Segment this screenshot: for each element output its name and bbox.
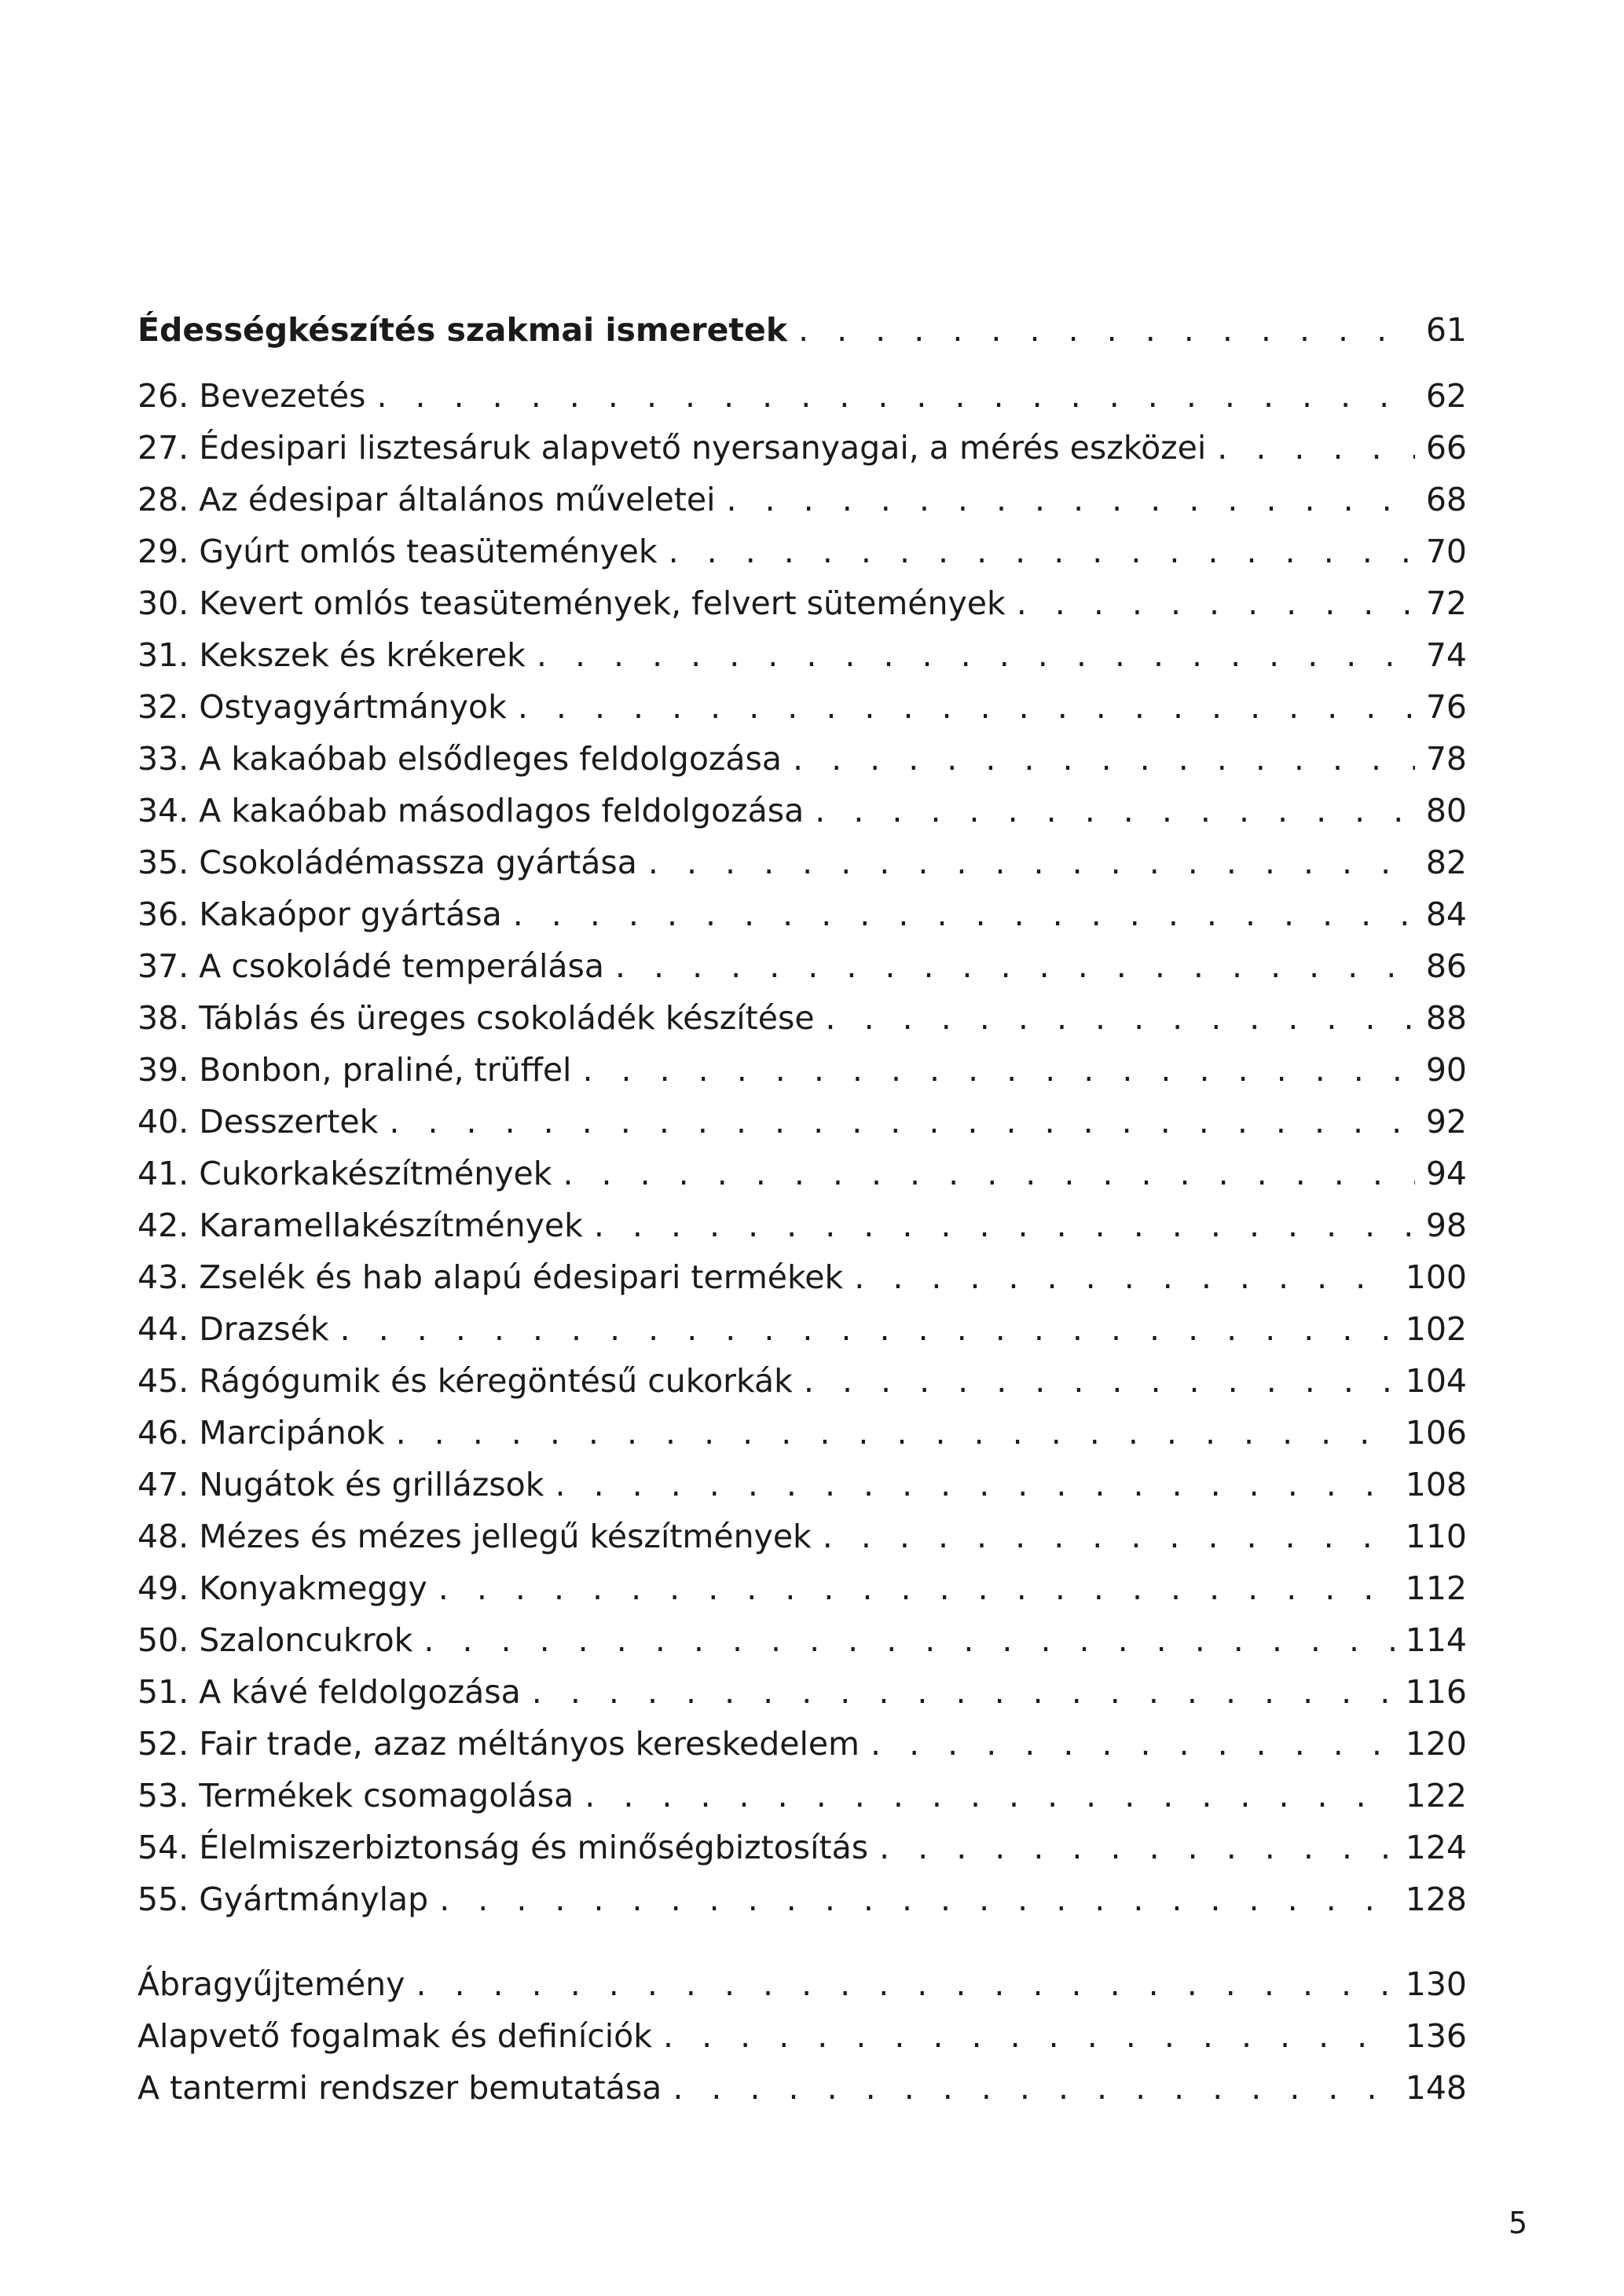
toc-entry-chapter [137, 1562, 1467, 1614]
toc-entry-page: 116 [1405, 1673, 1467, 1711]
toc-entry-title: 37. A csokoládé temperálása [137, 947, 604, 985]
toc-entry-title: 54. Élelmiszerbiztonság és minőségbiztosítás [137, 1829, 869, 1866]
toc-entry-page: 148 [1405, 2069, 1467, 2107]
toc-leader-dots [376, 370, 1414, 422]
toc-entry-page: 104 [1405, 1362, 1467, 1400]
toc-leader-dots [585, 1770, 1394, 1822]
toc-leader-dots [879, 1822, 1395, 1873]
toc-entry-title: A tantermi rendszer bemutatása [137, 2069, 662, 2107]
toc-entry-title: 26. Bevezetés [137, 377, 366, 415]
toc-entry-page: 68 [1425, 481, 1467, 518]
toc-entry-title: 50. Szaloncukrok [137, 1621, 413, 1659]
toc-entry-chapter [137, 1044, 1467, 1096]
toc-leader-dots [798, 304, 1415, 356]
toc-entry-page: 122 [1405, 1777, 1467, 1814]
toc-group-spacer [137, 1925, 1467, 1958]
toc-leader-dots [582, 1044, 1414, 1096]
toc-entry-title: 44. Drazsék [137, 1310, 329, 1348]
toc-entry-title: 28. Az édesipar általános műveletei [137, 481, 716, 518]
toc-leader-dots [663, 2010, 1395, 2062]
toc-leader-dots [438, 1562, 1395, 1614]
toc-entry-page: 112 [1405, 1569, 1467, 1607]
toc-entry-page: 74 [1425, 636, 1467, 674]
toc-entry-title: 55. Gyártmánylap [137, 1880, 429, 1918]
toc-entry-chapter [137, 1355, 1467, 1407]
toc-entry-chapter [137, 1822, 1467, 1873]
toc-entry-title: 41. Cukorkakészítmények [137, 1155, 552, 1192]
toc-entry-chapter [137, 577, 1467, 629]
toc-entry-title: 39. Bonbon, praliné, trüffel [137, 1051, 572, 1089]
toc-entry-chapter [137, 940, 1467, 992]
toc-entry-chapter [137, 1873, 1467, 1925]
toc-entry-page: 78 [1425, 740, 1467, 778]
toc-entry-page: 72 [1425, 584, 1467, 622]
toc-leader-dots [439, 1873, 1395, 1925]
toc-entry-chapter [137, 733, 1467, 785]
toc-leader-dots [594, 1199, 1415, 1251]
toc-entry-title: 51. A kávé feldolgozása [137, 1673, 521, 1711]
toc-leader-dots [804, 1355, 1395, 1407]
toc-entry-title: 43. Zselék és hab alapú édesipari termékek [137, 1258, 844, 1296]
toc-entry-title: 31. Kekszek és krékerek [137, 636, 526, 674]
toc-entry-title: 35. Csokoládémassza gyártása [137, 844, 637, 881]
toc-leader-dots [815, 785, 1415, 837]
toc-leader-dots [537, 629, 1415, 681]
toc-entry-chapter [137, 785, 1467, 837]
toc-entry-title: 32. Ostyagyártmányok [137, 688, 507, 726]
toc-entry-page: 108 [1405, 1466, 1467, 1503]
toc-entry-chapter [137, 1614, 1467, 1666]
toc-section-heading [137, 304, 1467, 356]
toc-entry-chapter [137, 1199, 1467, 1251]
toc-entry-page: 92 [1425, 1103, 1467, 1141]
toc-leader-dots [793, 733, 1415, 785]
toc-entry-appendix [137, 1958, 1467, 2010]
toc-entry-title: 29. Gyúrt omlós teasütemények [137, 533, 658, 570]
toc-entry-chapter [137, 370, 1467, 422]
toc-entry-page: 120 [1405, 1725, 1467, 1763]
toc-entry-page: 90 [1425, 1051, 1467, 1089]
toc-leader-dots [513, 888, 1415, 940]
toc-entry-chapter [137, 1148, 1467, 1199]
toc-entry-appendix [137, 2062, 1467, 2114]
toc-entry-page: 100 [1405, 1258, 1467, 1296]
toc-entry-page: 76 [1425, 688, 1467, 726]
toc-entry-title: 48. Mézes és mézes jellegű készítmények [137, 1518, 812, 1555]
toc-entry-page: 130 [1405, 1965, 1467, 2003]
toc-entry-title: 42. Karamellakészítmények [137, 1207, 583, 1244]
table-of-contents [137, 304, 1467, 2114]
toc-leader-dots [1017, 577, 1415, 629]
toc-entry-title: Alapvető fogalmak és definíciók [137, 2017, 652, 2055]
toc-entry-chapter [137, 1511, 1467, 1562]
toc-entry-chapter [137, 525, 1467, 577]
toc-entry-page: 136 [1405, 2017, 1467, 2055]
toc-entry-page: 88 [1425, 999, 1467, 1037]
toc-entry-title: 46. Marcipánok [137, 1414, 385, 1452]
toc-leader-dots [727, 474, 1415, 525]
toc-entry-page: 94 [1425, 1155, 1467, 1192]
toc-entry-title: 33. A kakaóbab elsődleges feldolgozása [137, 740, 783, 778]
toc-leader-dots [340, 1303, 1395, 1355]
toc-entry-title: 49. Konyakmeggy [137, 1569, 427, 1607]
toc-leader-dots [389, 1096, 1414, 1148]
toc-entry-page: 124 [1405, 1829, 1467, 1866]
toc-entry-chapter [137, 681, 1467, 733]
toc-entry-title: 36. Kakaópor gyártása [137, 895, 502, 933]
toc-entry-page: 128 [1405, 1880, 1467, 1918]
toc-leader-dots [1217, 422, 1415, 474]
toc-leader-dots [854, 1251, 1394, 1303]
toc-leader-dots [396, 1407, 1395, 1459]
toc-entry-title: 30. Kevert omlós teasütemények, felvert sütemények [137, 584, 1006, 622]
toc-entry-chapter [137, 422, 1467, 474]
toc-entry-title: 53. Termékek csomagolása [137, 1777, 574, 1814]
toc-entry-chapter [137, 1770, 1467, 1822]
toc-leader-dots [648, 837, 1415, 888]
toc-entry-title: 52. Fair trade, azaz méltányos kereskedelem [137, 1725, 860, 1763]
toc-entry-page: 102 [1405, 1310, 1467, 1348]
toc-entry-page: 82 [1425, 844, 1467, 881]
toc-entry-title: 38. Táblás és üreges csokoládék készítése [137, 999, 815, 1037]
toc-leader-dots [532, 1666, 1395, 1718]
toc-entry-chapter [137, 837, 1467, 888]
toc-entry-page: 86 [1425, 947, 1467, 985]
toc-entry-page: 110 [1405, 1518, 1467, 1555]
toc-entry-chapter [137, 1303, 1467, 1355]
toc-entry-title: 47. Nugátok és grillázsok [137, 1466, 544, 1503]
toc-leader-dots [871, 1718, 1395, 1770]
toc-entry-chapter [137, 1251, 1467, 1303]
toc-entry-page: 98 [1425, 1207, 1467, 1244]
toc-entry-appendix [137, 2010, 1467, 2062]
toc-chapter-list [137, 370, 1467, 1925]
toc-leader-dots [518, 681, 1415, 733]
toc-entry-title: 45. Rágógumik és kéregöntésű cukorkák [137, 1362, 793, 1400]
page-number: 5 [1509, 2206, 1528, 2240]
toc-entry-title: 40. Desszertek [137, 1103, 379, 1141]
toc-leader-dots [826, 992, 1415, 1044]
toc-entry-page: 84 [1425, 895, 1467, 933]
toc-entry-chapter [137, 1459, 1467, 1511]
toc-leader-dots [555, 1459, 1395, 1511]
toc-entry-title: 27. Édesipari lisztesáruk alapvető nyersanyagai, a mérés eszközei [137, 429, 1207, 467]
toc-entry-chapter [137, 1666, 1467, 1718]
toc-entry-chapter [137, 1407, 1467, 1459]
toc-entry-title: 34. A kakaóbab másodlagos feldolgozása [137, 792, 805, 829]
toc-heading-page: 61 [1425, 311, 1467, 349]
toc-entry-page: 114 [1405, 1621, 1467, 1659]
toc-entry-chapter [137, 474, 1467, 525]
toc-entry-page: 66 [1425, 429, 1467, 467]
toc-entry-page: 80 [1425, 792, 1467, 829]
toc-entry-page: 70 [1425, 533, 1467, 570]
toc-leader-dots [615, 940, 1415, 992]
toc-leader-dots [416, 1958, 1394, 2010]
toc-entry-chapter [137, 888, 1467, 940]
toc-leader-dots [673, 2062, 1394, 2114]
toc-entry-title: Ábragyűjtemény [137, 1965, 405, 2003]
toc-leader-dots [823, 1511, 1395, 1562]
toc-leader-dots [563, 1148, 1414, 1199]
toc-entry-chapter [137, 1096, 1467, 1148]
toc-entry-page: 106 [1405, 1414, 1467, 1452]
toc-entry-chapter [137, 992, 1467, 1044]
toc-entry-page: 62 [1425, 377, 1467, 415]
toc-entry-chapter [137, 1718, 1467, 1770]
toc-heading-title: Édességkészítés szakmai ismeretek [137, 311, 788, 349]
toc-entry-chapter [137, 629, 1467, 681]
toc-appendix-list [137, 1958, 1467, 2114]
toc-leader-dots [423, 1614, 1394, 1666]
toc-leader-dots [669, 525, 1415, 577]
